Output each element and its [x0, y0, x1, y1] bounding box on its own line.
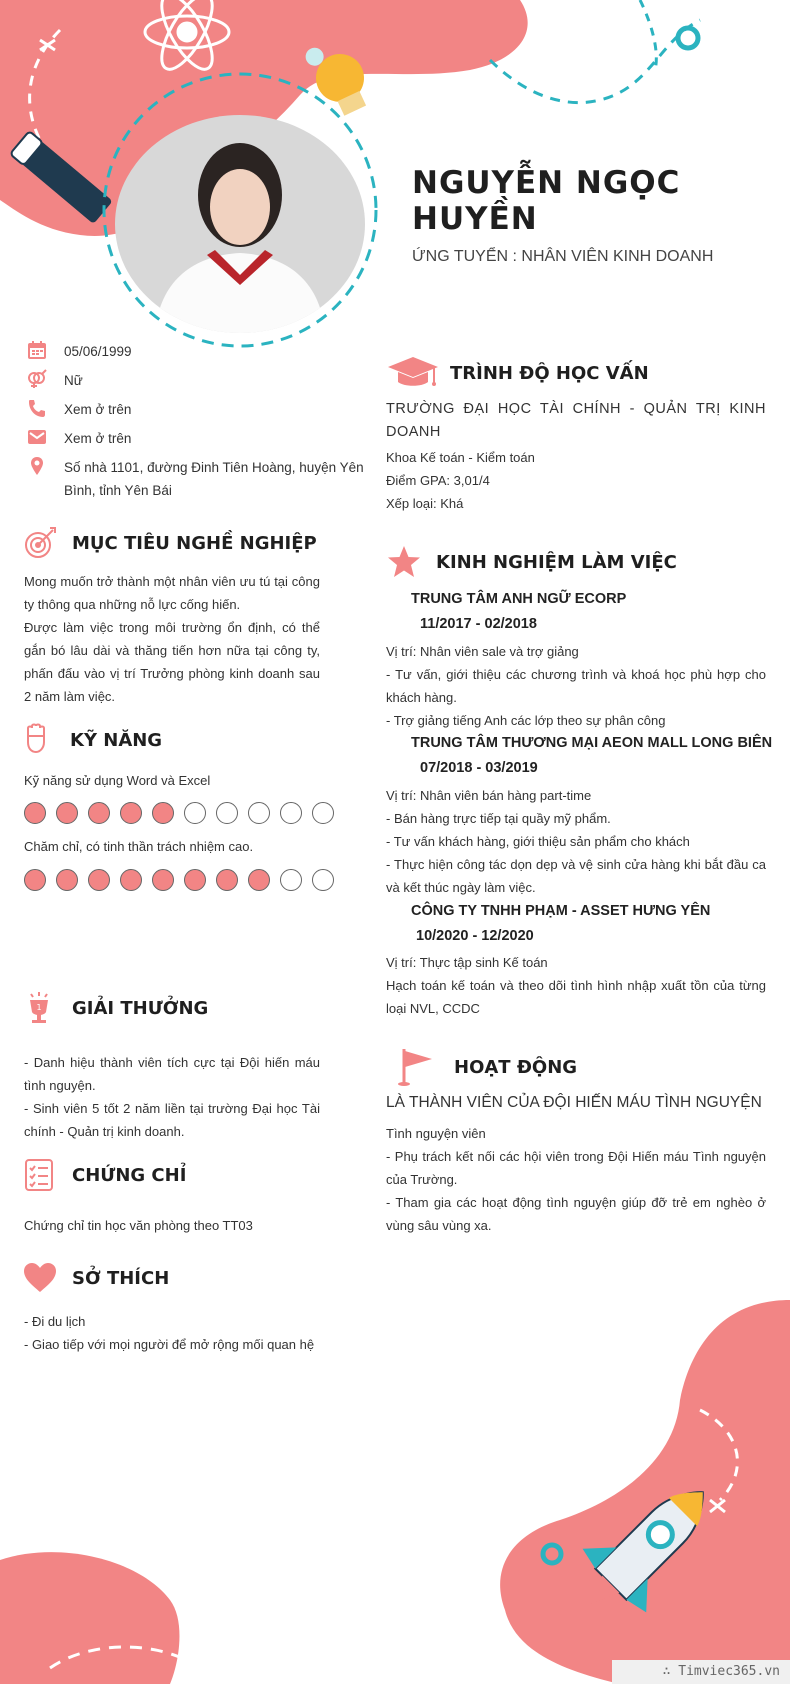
rating-dot	[24, 802, 46, 824]
rating-dot	[56, 802, 78, 824]
activities-title: HOẠT ĐỘNG	[454, 1056, 578, 1078]
watermark: ∴ Timviec365.vn	[612, 1660, 790, 1684]
activity-line: - Phụ trách kết nối các hội viên trong Đội Hiến máu Tình nguyện của Trường.	[386, 1149, 766, 1187]
info-address	[26, 456, 364, 502]
activity-line: Tình nguyện viên	[386, 1126, 486, 1141]
award-line: - Sinh viên 5 tốt 2 năm liền tại trường Đại học Tài chính - Quản trị kinh doanh.	[24, 1101, 320, 1139]
job-line: Vị trí: Nhân viên sale và trợ giảng	[386, 644, 579, 659]
applied-position: ỨNG TUYỂN : NHÂN VIÊN KINH DOANH	[412, 248, 714, 265]
job-line: Vị trí: Nhân viên bán hàng part-time	[386, 788, 592, 803]
school-name: TRƯỜNG ĐẠI HỌC TÀI CHÍNH - QUẢN TRỊ KINH DOANH	[386, 401, 766, 440]
skill-1-label: Kỹ năng sử dụng Word và Excel	[24, 773, 211, 788]
candidate-name: NGUYỄN NGỌC HUYỀN	[412, 165, 681, 237]
rating-dot	[216, 869, 238, 891]
hobby-line: - Giao tiếp với mọi người để mở rộng mối quan hệ	[24, 1337, 315, 1352]
dob-text: 05/06/1999	[64, 344, 132, 359]
hobbies-header	[22, 1260, 169, 1296]
rating-dot	[152, 802, 174, 824]
rating-dot	[280, 869, 302, 891]
checklist-icon	[22, 1157, 58, 1193]
fist-icon	[20, 722, 56, 758]
skill-1-rating	[24, 802, 344, 824]
education-details	[386, 446, 766, 515]
rating-dot	[120, 802, 142, 824]
rating-dot	[88, 802, 110, 824]
objective-line: Mong muốn trở thành một nhân viên ưu tú tại công ty thông qua những nỗ lực cống hiến.	[24, 574, 320, 612]
email-icon	[26, 427, 48, 447]
graduation-cap-icon	[386, 355, 440, 391]
job-line: - Tư vấn khách hàng, giới thiệu sản phẩm cho khách	[386, 834, 690, 849]
info-phone	[26, 398, 364, 421]
trophy-icon	[22, 990, 58, 1026]
address-text: Số nhà 1101, đường Đinh Tiên Hoàng, huyện Yên Bình, tỉnh Yên Bái	[64, 460, 364, 498]
experience-header	[386, 544, 677, 580]
hobbies-text	[24, 1310, 354, 1356]
rating-dot	[120, 869, 142, 891]
svg-text:1: 1	[36, 1003, 42, 1012]
gender-icon	[26, 369, 48, 389]
target-icon	[22, 525, 58, 561]
email-text: Xem ở trên	[64, 431, 132, 446]
job-3-company: CÔNG TY TNHH PHẠM - ASSET HƯNG YÊN	[411, 903, 711, 919]
objective-header	[22, 525, 317, 561]
education-header	[386, 355, 649, 391]
certificates-header	[22, 1157, 186, 1193]
job-2-period: 07/2018 - 03/2019	[420, 760, 538, 776]
calendar-icon	[26, 340, 48, 360]
job-3-period: 10/2020 - 12/2020	[416, 928, 534, 944]
education-line: Xếp loại: Khá	[386, 496, 464, 511]
rating-dot	[280, 802, 302, 824]
awards-header	[22, 990, 208, 1026]
rating-dot	[56, 869, 78, 891]
job-line: Hạch toán kế toán và theo dõi tình hình nhập xuất tồn của từng loại NVL, CCDC	[386, 978, 766, 1016]
phone-text: Xem ở trên	[64, 402, 132, 417]
star-icon	[386, 544, 422, 580]
job-2-details	[386, 784, 766, 899]
skill-2-rating	[24, 869, 344, 891]
skills-header	[20, 722, 162, 758]
rating-dot	[216, 802, 238, 824]
rating-dot	[248, 869, 270, 891]
activity-line: - Tham gia các hoạt động tình nguyện giúp đỡ trẻ em nghèo ở vùng sâu vùng xa.	[386, 1195, 766, 1233]
objective-text	[24, 570, 320, 708]
job-line: Vị trí: Thực tập sinh Kế toán	[386, 955, 548, 970]
flag-icon	[392, 1045, 436, 1089]
phone-icon	[26, 398, 48, 418]
hobbies-title: SỞ THÍCH	[72, 1267, 170, 1289]
activities-header	[392, 1045, 577, 1089]
rating-dot	[88, 869, 110, 891]
experience-title: KINH NGHIỆM LÀM VIỆC	[436, 551, 677, 573]
job-1-company: TRUNG TÂM ANH NGỮ ECORP	[411, 591, 627, 607]
skills-title: KỸ NĂNG	[70, 729, 163, 751]
rating-dot	[312, 802, 334, 824]
info-dob	[26, 340, 364, 363]
skill-2-label: Chăm chỉ, có tinh thần trách nhiệm cao.	[24, 839, 254, 854]
education-title: TRÌNH ĐỘ HỌC VẤN	[450, 362, 649, 384]
heart-icon	[22, 1260, 58, 1296]
rating-dot	[184, 869, 206, 891]
certificates-title: CHỨNG CHỈ	[72, 1164, 187, 1186]
job-3-details	[386, 951, 766, 1020]
awards-title: GIẢI THƯỞNG	[72, 997, 209, 1019]
objective-title: MỤC TIÊU NGHỀ NGHIỆP	[72, 532, 317, 554]
education-line: Điểm GPA: 3,01/4	[386, 473, 490, 488]
profile-photo	[115, 115, 365, 333]
job-line: - Bán hàng trực tiếp tại quầy mỹ phẩm.	[386, 811, 611, 826]
job-1-details	[386, 640, 766, 732]
gender-text: Nữ	[64, 373, 83, 388]
job-line: - Thực hiện công tác dọn dẹp và vệ sinh cửa hàng khi bắt đầu ca và kết thúc ngày làm việc.	[386, 857, 766, 895]
info-email	[26, 427, 364, 450]
activity-org: LÀ THÀNH VIÊN CỦA ĐỘI HIẾN MÁU TÌNH NGUYỆN	[386, 1094, 762, 1111]
awards-text	[24, 1051, 320, 1143]
objective-line: Được làm việc trong môi trường ổn định, có thể gắn bó lâu dài và thăng tiến hơn nữa tại công ty, phấn đấu vào vị trí Trưởng phòng kinh doanh sau 2 năm làm việc.	[24, 620, 320, 704]
rating-dot	[248, 802, 270, 824]
award-line: - Danh hiệu thành viên tích cực tại Đội hiến máu tình nguyện.	[24, 1055, 320, 1093]
job-line: - Tư vấn, giới thiệu các chương trình và khoá học phù hợp cho khách hàng.	[386, 667, 766, 705]
job-2-company: TRUNG TÂM THƯƠNG MẠI AEON MALL LONG BIÊN	[411, 735, 773, 751]
rating-dot	[24, 869, 46, 891]
certificate-line: Chứng chỉ tin học văn phòng theo TT03	[24, 1218, 253, 1233]
rating-dot	[312, 869, 334, 891]
activity-details	[386, 1122, 766, 1237]
education-line: Khoa Kế toán - Kiểm toán	[386, 450, 535, 465]
job-line: - Trợ giảng tiếng Anh các lớp theo sự phân công	[386, 713, 666, 728]
info-gender	[26, 369, 364, 392]
hobby-line: - Đi du lịch	[24, 1314, 86, 1329]
rating-dot	[152, 869, 174, 891]
location-pin-icon	[26, 456, 48, 476]
rating-dot	[184, 802, 206, 824]
job-1-period: 11/2017 - 02/2018	[420, 616, 537, 632]
